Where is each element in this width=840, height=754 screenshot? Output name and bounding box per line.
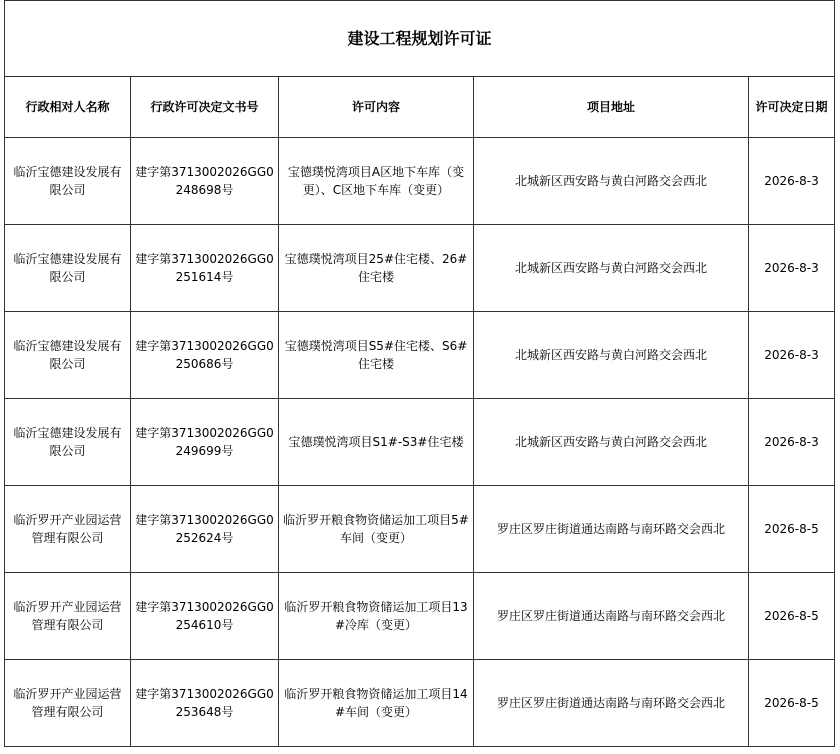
content-cell: 宝德璞悦湾项目A区地下车库（变更）、C区地下车库（变更） xyxy=(279,138,474,225)
applicant-cell: 临沂罗开产业园运营管理有限公司 xyxy=(5,573,131,660)
applicant-cell: 临沂罗开产业园运营管理有限公司 xyxy=(5,486,131,573)
date-cell: 2026-8-3 xyxy=(749,225,835,312)
table-row xyxy=(5,660,835,747)
table-row xyxy=(5,486,835,573)
address-cell: 北城新区西安路与黄白河路交会西北 xyxy=(474,225,749,312)
content-cell: 临沂罗开粮食物资储运加工项目13#冷库（变更） xyxy=(279,573,474,660)
table-row xyxy=(5,573,835,660)
table-row xyxy=(5,312,835,399)
applicant-cell: 临沂宝德建设发展有限公司 xyxy=(5,138,131,225)
header-address: 项目地址 xyxy=(474,77,749,138)
doc-number-cell: 建字第3713002026GG0253648号 xyxy=(131,660,279,747)
doc-number-cell: 建字第371300202​6GG0248698号 xyxy=(131,138,279,225)
address-cell: 北城新区西安路与黄白河路交会西北 xyxy=(474,138,749,225)
table-title: 建设工程规划许可证 xyxy=(5,1,835,77)
table-row xyxy=(5,225,835,312)
header-date: 许可决定日期 xyxy=(749,77,835,138)
permit-table xyxy=(4,0,835,747)
content-cell: 临沂罗开粮食物资储运加工项目14#车间（变更） xyxy=(279,660,474,747)
applicant-cell: 临沂宝德建设发展有限公司 xyxy=(5,312,131,399)
content-cell: 宝德璞悦湾项目S1#-S3#住宅楼 xyxy=(279,399,474,486)
doc-number-cell: 建字第3713002026GG0254610号 xyxy=(131,573,279,660)
date-cell: 2026-8-3 xyxy=(749,399,835,486)
header-row xyxy=(5,77,835,138)
header-applicant: 行政相对人名称 xyxy=(5,77,131,138)
address-cell: 罗庄区罗庄街道通达南路与南环路交会西北 xyxy=(474,486,749,573)
date-cell: 2026-8-5 xyxy=(749,573,835,660)
applicant-cell: 临沂罗开产业园运营管理有限公司 xyxy=(5,660,131,747)
date-cell: 2026-8-5 xyxy=(749,486,835,573)
address-cell: 北城新区西安路与黄白河路交会西北 xyxy=(474,399,749,486)
table-row xyxy=(5,399,835,486)
doc-number-cell: 建字第3713002026GG0249699号 xyxy=(131,399,279,486)
header-content: 许可内容 xyxy=(279,77,474,138)
date-cell: 2026-8-3 xyxy=(749,138,835,225)
header-doc-number: 行政许可决定文书号 xyxy=(131,77,279,138)
table-row xyxy=(5,138,835,225)
content-cell: 宝德璞悦湾项目S5#住宅楼、S6#住宅楼 xyxy=(279,312,474,399)
date-cell: 2026-8-3 xyxy=(749,312,835,399)
address-cell: 罗庄区罗庄街道通达南路与南环路交会西北 xyxy=(474,660,749,747)
applicant-cell: 临沂宝德建设发展有限公司 xyxy=(5,225,131,312)
doc-number-cell: 建字第3713002026GG0251614号 xyxy=(131,225,279,312)
address-cell: 北城新区西安路与黄白河路交会西北 xyxy=(474,312,749,399)
address-cell: 罗庄区罗庄街道通达南路与南环路交会西北 xyxy=(474,573,749,660)
doc-number-cell: 建字第3713002026GG0252624号 xyxy=(131,486,279,573)
doc-number-cell: 建字第3713002026GG0250686号 xyxy=(131,312,279,399)
date-cell: 2026-8-5 xyxy=(749,660,835,747)
applicant-cell: 临沂宝德建设发展有限公司 xyxy=(5,399,131,486)
content-cell: 临沂罗开粮食物资储运加工项目5#车间（变更） xyxy=(279,486,474,573)
content-cell: 宝德璞悦湾项目25#住宅楼、26#住宅楼 xyxy=(279,225,474,312)
